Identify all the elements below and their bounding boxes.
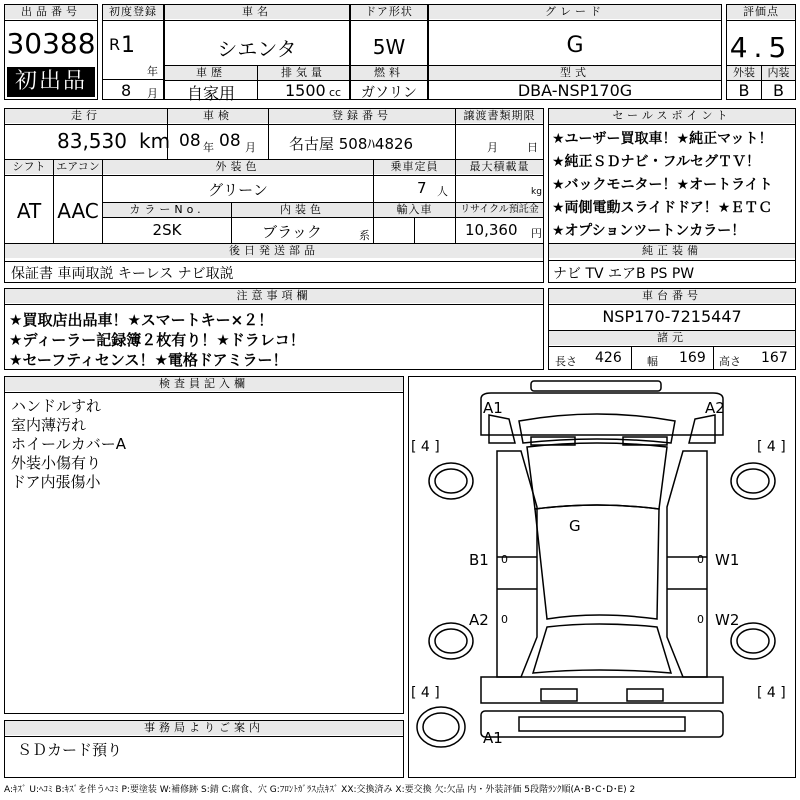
fuel-header: 燃料 xyxy=(351,66,427,80)
ext-header: 外装 xyxy=(727,66,761,80)
legend-text: A:ｷｽﾞ U:ﾍｺﾐ B:ｷｽﾞを伴うﾍｺﾐ P:要塗装 W:補修跡 S:錆 C:腐食、穴 G:ﾌﾛﾝﾄｶﾞﾗｽ点ｷｽﾞ XX:交換済み X:要交換 欠:欠品 内・外装評価 5段階ﾗﾝｸ順(A･B･C･D･E) 2 xyxy=(4,785,636,795)
score-box xyxy=(726,4,796,100)
mark-w1-zero: 0 xyxy=(697,553,704,566)
registration-header: 登録番号 xyxy=(269,109,455,123)
rear-window-shape xyxy=(533,624,671,673)
inspection-month: 08 xyxy=(219,131,241,151)
mark-b1-zero: 0 xyxy=(501,553,508,566)
shift-value: AT xyxy=(16,199,42,223)
first-reg-month: 8 xyxy=(121,81,132,100)
first-reg-box xyxy=(102,4,164,100)
sales-point-line: ★バックモニター！★オートライト xyxy=(552,177,773,193)
aircon-value: AAC xyxy=(57,199,99,223)
car-name-header: 車名 xyxy=(165,5,349,19)
displacement-unit: cc xyxy=(329,86,342,99)
exterior-color-value: グリーン xyxy=(208,181,268,199)
inspector-line: ドア内張傷小 xyxy=(11,473,101,491)
recycle-header: リサイクル預託金 xyxy=(456,203,543,217)
history-header: 車歴 xyxy=(165,66,257,80)
max-load-header: 最大積載量 xyxy=(456,160,543,174)
mark-w1: W1 xyxy=(715,551,740,569)
interior-color-value: ブラック xyxy=(262,223,322,241)
sales-point-line: ★ユーザー買取車！★純正マット！ xyxy=(552,131,773,147)
first-reg-year: 1 xyxy=(121,33,135,58)
width-value: 169 xyxy=(679,350,706,366)
mark-b1: B1 xyxy=(469,551,489,569)
genuine-value: ナビ TV エアB PS PW xyxy=(553,266,695,282)
first-reg-month-unit: 月 xyxy=(147,87,158,100)
inspection-month-unit: 月 xyxy=(245,141,256,154)
sales-points-header: セールスポイント xyxy=(549,109,795,123)
lot-header: 出品番号 xyxy=(5,5,97,19)
recycle-unit: 円 xyxy=(531,227,542,240)
fuel-value: ガソリン xyxy=(361,85,417,101)
mark-w2-zero: 0 xyxy=(697,613,704,626)
mileage-unit: km xyxy=(139,129,171,153)
specs-header: 諸元 xyxy=(549,331,795,345)
sales-point-line: ★オプションツートンカラー！ xyxy=(552,223,746,239)
int-header: 内装 xyxy=(762,66,795,80)
roof-shape xyxy=(535,505,659,619)
inspection-header: 車検 xyxy=(168,109,268,123)
inspector-line: ホイールカバーA xyxy=(11,435,126,453)
registration-value: 名古屋 508ﾊ4826 xyxy=(289,135,414,153)
sales-point-line: ★純正ＳＤナビ・フルセグＴＶ！ xyxy=(552,154,760,170)
capacity-header: 乗車定員 xyxy=(374,160,455,174)
model-header: 型式 xyxy=(429,66,721,80)
tire-rr-label: [ 4 ] xyxy=(757,685,786,701)
score-header: 評価点 xyxy=(727,5,795,19)
mark-a2-left: A2 xyxy=(469,611,489,629)
inspector-line: ハンドルすれ xyxy=(11,397,102,415)
mark-a2-left-zero: 0 xyxy=(501,613,508,626)
rear-bumper-shape xyxy=(481,711,723,737)
transfer-month-unit: 月 xyxy=(487,141,498,154)
tire-rl-label: [ 4 ] xyxy=(411,685,440,701)
capacity-unit: 人 xyxy=(437,185,448,198)
grade-value: G xyxy=(566,33,584,58)
inspection-year-unit: 年 xyxy=(203,141,214,154)
car-diagram-box xyxy=(408,376,796,778)
lot-box xyxy=(4,4,98,100)
door-header: ドア形状 xyxy=(351,5,427,19)
mark-a1-rear: A1 xyxy=(483,729,503,747)
import-header: 輸入車 xyxy=(374,203,455,217)
max-load-unit: kg xyxy=(531,187,542,197)
note-line: ★ディーラー記録簿２枚有り！★ドラレコ！ xyxy=(9,331,305,349)
inspector-line: 室内薄汚れ xyxy=(11,416,87,434)
hood-shape xyxy=(519,414,675,443)
later-parts-header: 後日発送部品 xyxy=(5,244,543,258)
color-no-value: 2SK xyxy=(152,221,182,239)
displacement-header: 排気量 xyxy=(258,66,349,80)
later-parts-value: 保証書 車両取説 キーレス ナビ取説 xyxy=(11,266,234,282)
front-bumper-shape xyxy=(531,381,661,391)
chassis-box xyxy=(548,288,796,370)
int-grade: B xyxy=(773,81,784,100)
notes-box xyxy=(4,288,544,370)
inspector-header: 検査員記入欄 xyxy=(5,377,403,391)
inspector-line: 外装小傷有り xyxy=(11,454,102,472)
car-diagram xyxy=(409,377,795,777)
first-reg-era: R xyxy=(109,35,121,54)
aircon-header: エアコン xyxy=(54,160,102,174)
mark-w2: W2 xyxy=(715,611,740,629)
inspection-year: 08 xyxy=(179,131,201,151)
exterior-color-header: 外装色 xyxy=(103,160,373,174)
model-value: DBA-NSP170G xyxy=(517,81,633,100)
displacement-value: 1500 xyxy=(285,81,326,100)
notes-header: 注意事項欄 xyxy=(5,289,543,303)
windshield-shape xyxy=(527,443,667,509)
ext-grade: B xyxy=(738,81,750,100)
car-box xyxy=(164,4,350,103)
rear-body-outline xyxy=(481,677,723,703)
transfer-header: 譲渡書類期限 xyxy=(456,109,543,123)
first-reg-year-unit: 年 xyxy=(147,65,158,78)
transfer-day-unit: 日 xyxy=(527,141,538,154)
vehicle-info-table xyxy=(4,108,544,262)
door-value: 5W xyxy=(372,35,406,59)
sales-point-line: ★両側電動スライドドア！★ＥＴＣ xyxy=(552,200,773,216)
score-value: 4.5 xyxy=(729,31,793,64)
first-reg-header: 初度登録 xyxy=(103,5,163,19)
history-value: 自家用 xyxy=(186,84,235,103)
mark-a1-front: A1 xyxy=(483,399,503,417)
recycle-value: 10,360 xyxy=(465,221,518,239)
grade-header: グレード xyxy=(429,5,721,19)
inspector-box xyxy=(4,376,404,714)
first-listing-label: 初出品 xyxy=(14,69,87,94)
car-name: シエンタ xyxy=(217,37,297,61)
mileage-value: 83,530 xyxy=(57,129,127,153)
office-box xyxy=(4,720,404,778)
door-box xyxy=(350,4,428,100)
chassis-value: NSP170-7215447 xyxy=(602,307,742,326)
length-value: 426 xyxy=(595,350,622,366)
first-listing-badge xyxy=(7,67,95,97)
interior-color-header: 内装色 xyxy=(232,203,373,217)
chassis-header: 車台番号 xyxy=(549,289,795,303)
tire-fr-label: [ 4 ] xyxy=(757,439,786,455)
mileage-header: 走行 xyxy=(5,109,167,123)
lot-number: 30388 xyxy=(6,27,96,60)
interior-color-suffix: 系 xyxy=(359,229,370,242)
office-header: 事務局よりご案内 xyxy=(5,721,403,735)
note-line: ★セーフティセンス！★電格ドアミラー！ xyxy=(9,351,288,369)
color-no-header: カラーNo. xyxy=(103,203,231,217)
genuine-header: 純正装備 xyxy=(549,244,795,258)
mark-g: G xyxy=(569,517,581,535)
later-parts-box xyxy=(4,261,544,283)
sales-points-box xyxy=(548,108,796,283)
office-value: ＳＤカード預り xyxy=(17,741,123,759)
height-label: 高さ xyxy=(719,355,741,368)
shift-header: シフト xyxy=(5,160,53,174)
length-label: 長さ xyxy=(555,355,577,368)
grade-box xyxy=(428,4,722,100)
mark-a2-front: A2 xyxy=(705,399,725,417)
note-line: ★買取店出品車！★スマートキー×２！ xyxy=(9,311,274,329)
height-value: 167 xyxy=(761,350,788,366)
width-label: 幅 xyxy=(647,355,658,368)
capacity-value: 7 xyxy=(417,179,427,197)
tire-fl-label: [ 4 ] xyxy=(411,439,440,455)
